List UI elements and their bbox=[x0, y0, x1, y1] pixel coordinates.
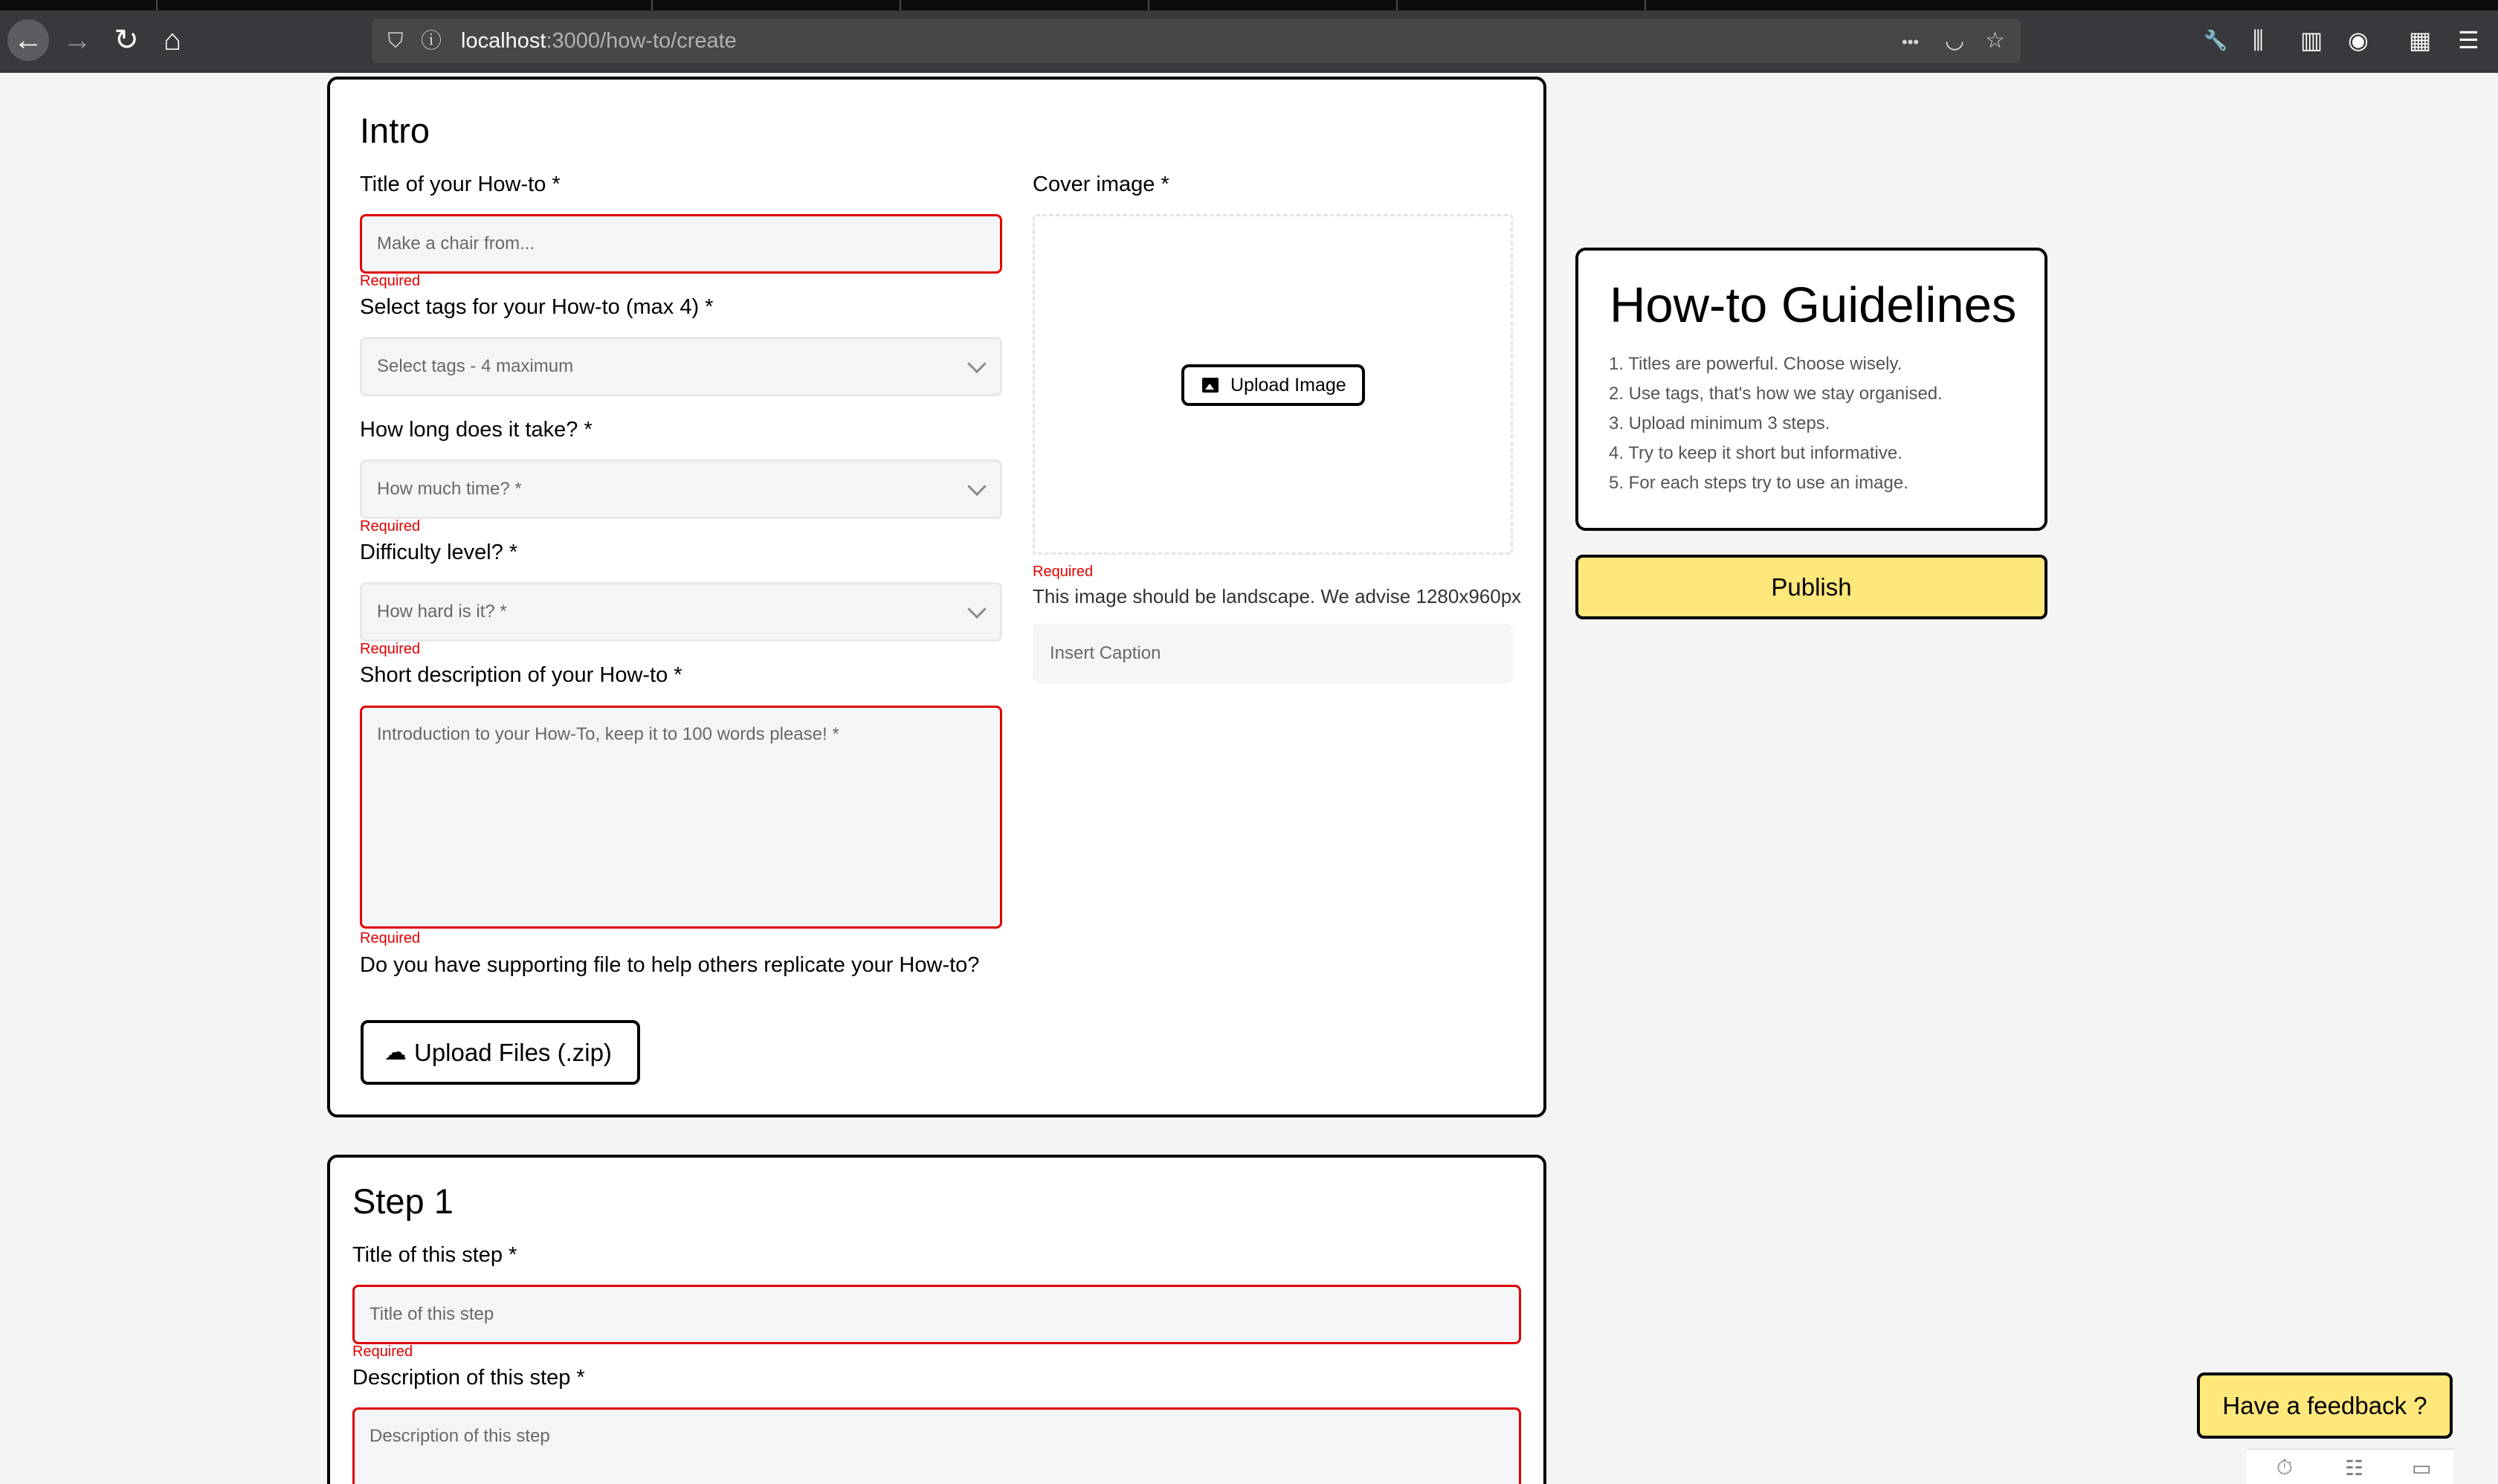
forward-arrow-icon: → bbox=[62, 23, 92, 57]
time-label: How long does it take? * bbox=[360, 418, 593, 442]
caption-input[interactable]: Insert Caption bbox=[1033, 624, 1513, 683]
timer-icon[interactable]: ⏱ bbox=[2276, 1456, 2293, 1479]
difficulty-placeholder: How hard is it? * bbox=[377, 601, 507, 622]
step-1-heading: Step 1 bbox=[352, 1181, 454, 1221]
description-required: Required bbox=[360, 930, 421, 946]
upload-image-button[interactable] bbox=[1181, 364, 1365, 406]
image-icon bbox=[1202, 378, 1219, 393]
upload-files-label: Upload Files (.zip) bbox=[414, 1038, 612, 1066]
step-title-input[interactable]: Title of this step bbox=[352, 1285, 1521, 1344]
guidelines-heading: How-to Guidelines bbox=[1610, 277, 2017, 333]
step-title-label: Title of this step * bbox=[352, 1243, 517, 1267]
tags-select[interactable] bbox=[360, 337, 1002, 396]
tab-separator bbox=[651, 0, 653, 10]
guideline-item: 4. Try to keep it short but informative. bbox=[1609, 443, 1902, 463]
tab-separator bbox=[156, 0, 158, 10]
upload-image-label: Upload Image bbox=[1230, 374, 1346, 396]
time-required: Required bbox=[360, 518, 421, 535]
chat-icon[interactable]: ▭ bbox=[2412, 1456, 2432, 1480]
guidelines-list bbox=[1609, 349, 1943, 498]
page-actions-icon[interactable]: ••• bbox=[1902, 33, 1920, 51]
difficulty-label: Difficulty level? * bbox=[360, 541, 518, 564]
chevron-down-icon bbox=[967, 355, 986, 373]
step-description-label: Description of this step * bbox=[352, 1366, 585, 1390]
tab-separator bbox=[1396, 0, 1398, 10]
info-icon[interactable]: ⓘ bbox=[420, 29, 442, 52]
bookmark-star-icon[interactable]: ☆ bbox=[1985, 28, 2005, 53]
cover-required: Required bbox=[1033, 564, 1094, 580]
description-textarea[interactable]: Introduction to your How-To, keep it to 100 words please! * bbox=[360, 706, 1002, 929]
url-bar[interactable] bbox=[372, 19, 2021, 63]
difficulty-required: Required bbox=[360, 641, 421, 657]
sidebar-icon[interactable]: ▥ bbox=[2300, 27, 2323, 54]
intro-heading: Intro bbox=[360, 111, 430, 150]
library-icon[interactable]: ⫼ bbox=[2253, 27, 2264, 54]
title-input[interactable]: Make a chair from... bbox=[360, 214, 1002, 274]
title-required: Required bbox=[360, 273, 421, 289]
tags-placeholder: Select tags - 4 maximum bbox=[377, 356, 574, 376]
tags-label: Select tags for your How-to (max 4) * bbox=[360, 295, 714, 319]
guideline-item: 3. Upload minimum 3 steps. bbox=[1609, 413, 1830, 433]
chevron-down-icon bbox=[967, 477, 986, 496]
files-label: Do you have supporting file to help others replicate your How-to? bbox=[360, 953, 980, 977]
reload-button[interactable] bbox=[106, 19, 147, 61]
reload-icon: ↻ bbox=[114, 24, 139, 57]
cover-label: Cover image * bbox=[1033, 172, 1169, 196]
tab-separator bbox=[900, 0, 901, 10]
publish-button[interactable]: Publish bbox=[1575, 555, 2047, 619]
chevron-down-icon bbox=[967, 600, 986, 619]
guideline-item: 5. For each steps try to use an image. bbox=[1609, 473, 1908, 493]
tab-separator bbox=[1148, 0, 1149, 10]
tab-separator bbox=[1645, 0, 1646, 10]
step-description-textarea[interactable]: Description of this step bbox=[352, 1407, 1521, 1484]
shield-icon[interactable]: ⛉ bbox=[387, 29, 404, 52]
title-label: Title of your How-to * bbox=[360, 172, 561, 196]
tab-strip bbox=[0, 0, 2498, 10]
cover-hint: This image should be landscape. We advise 1280x960px bbox=[1033, 585, 1522, 607]
tree-icon[interactable]: ☷ bbox=[2345, 1456, 2364, 1480]
description-label: Short description of your How-to * bbox=[360, 663, 682, 687]
url-text[interactable] bbox=[461, 29, 737, 54]
home-button[interactable] bbox=[152, 19, 193, 61]
pocket-icon[interactable]: ◡ bbox=[1945, 28, 1965, 53]
time-placeholder: How much time? * bbox=[377, 479, 522, 499]
guideline-item: 2. Use tags, that's how we stay organised. bbox=[1609, 384, 1943, 404]
wrench-icon[interactable]: 🔧 bbox=[2204, 29, 2228, 51]
url-path: :3000/how-to/create bbox=[546, 29, 737, 53]
devtools-dock bbox=[2247, 1448, 2453, 1484]
back-arrow-icon: ← bbox=[13, 23, 43, 57]
upload-files-button[interactable] bbox=[361, 1020, 640, 1085]
forward-button[interactable] bbox=[57, 19, 98, 61]
feedback-button[interactable]: Have a feedback ? bbox=[2197, 1372, 2453, 1439]
url-host: localhost bbox=[461, 29, 546, 53]
step-title-required: Required bbox=[352, 1343, 413, 1360]
time-select[interactable] bbox=[360, 459, 1002, 519]
extensions-icon[interactable]: ▦ bbox=[2409, 27, 2432, 54]
home-icon: ⌂ bbox=[163, 23, 182, 57]
menu-icon[interactable]: ☰ bbox=[2458, 27, 2479, 54]
back-button[interactable] bbox=[7, 19, 49, 61]
cloud-upload-icon: ☁ bbox=[384, 1040, 407, 1065]
account-icon[interactable]: ◉ bbox=[2348, 27, 2369, 54]
difficulty-select[interactable] bbox=[360, 582, 1002, 642]
guideline-item: 1. Titles are powerful. Choose wisely. bbox=[1609, 354, 1902, 374]
browser-toolbar bbox=[0, 0, 2498, 73]
